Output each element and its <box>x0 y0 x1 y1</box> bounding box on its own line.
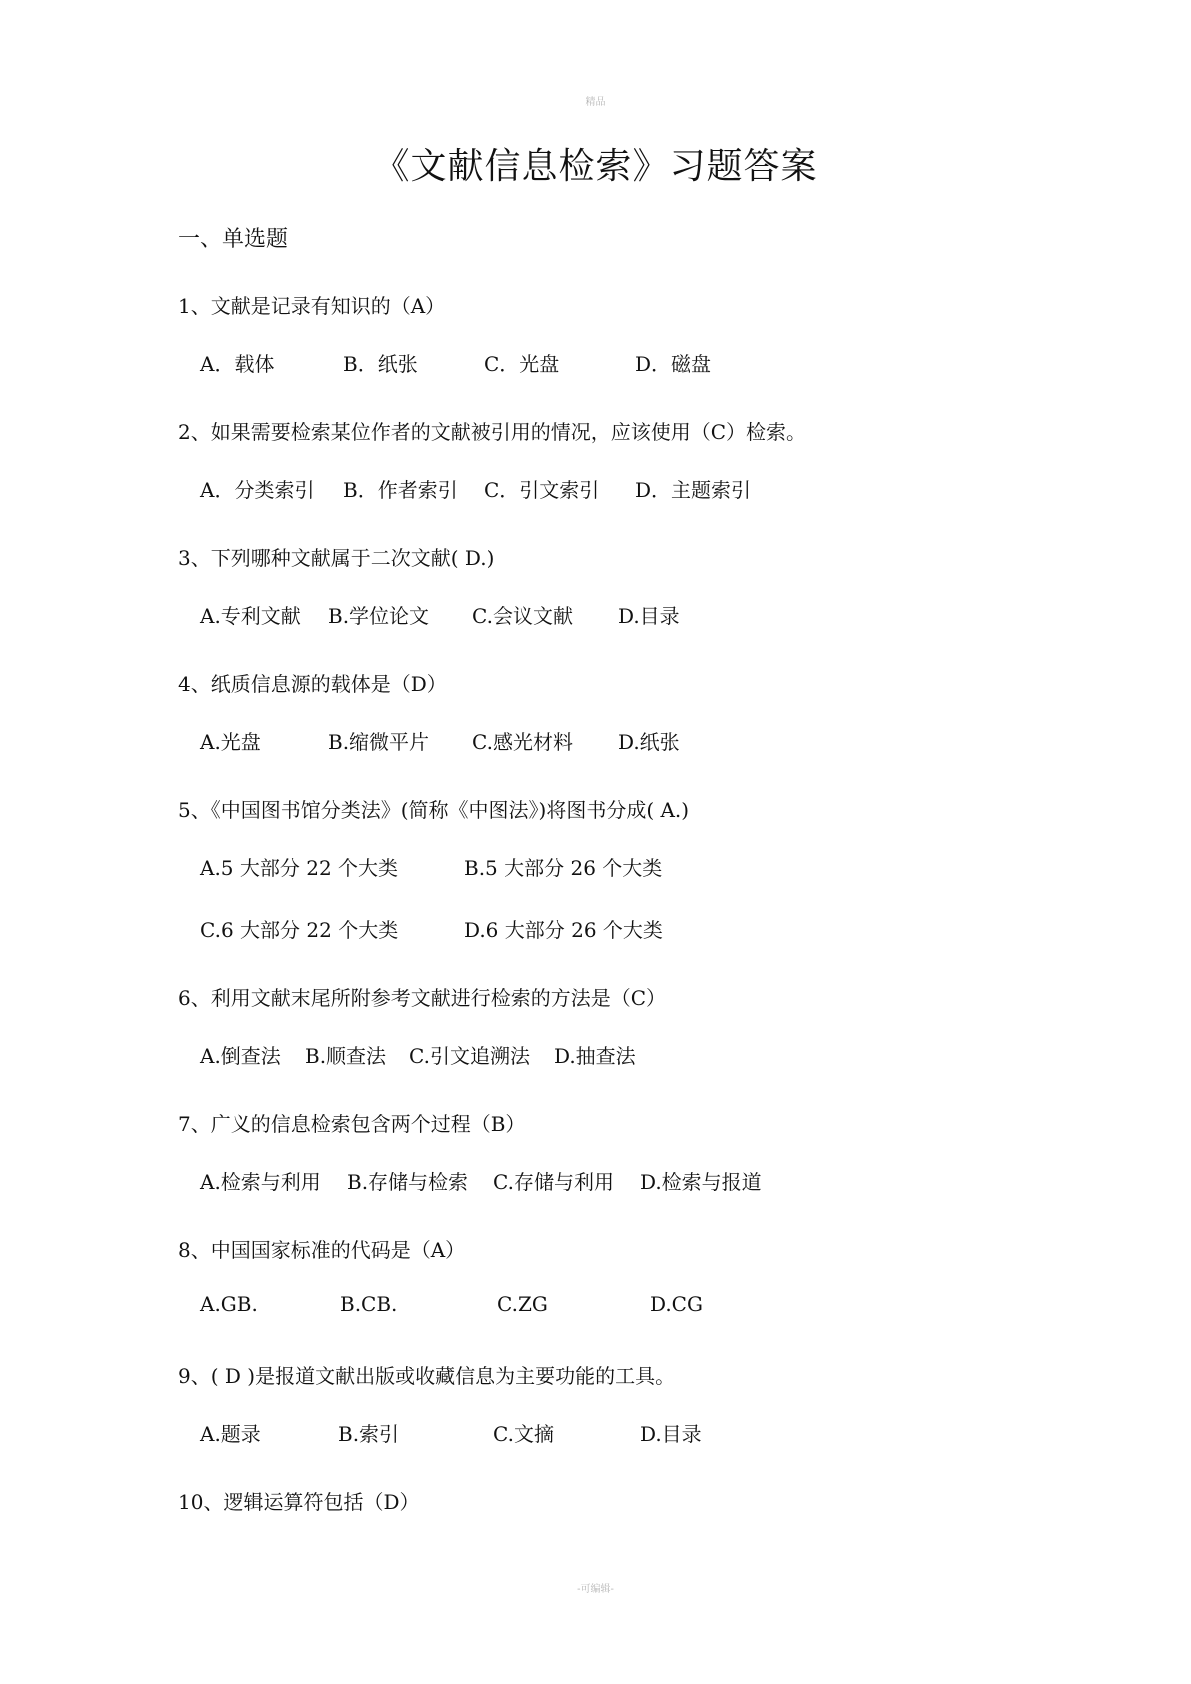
question-3: 3、下列哪种文献属于二次文献( D.) <box>178 546 495 570</box>
option-c: C.引文追溯法 <box>409 1044 530 1068</box>
question-8: 8、中国国家标准的代码是（A） <box>178 1238 466 1262</box>
question-5: 5、《中国图书馆分类法》(简称《中图法》)将图书分成( A.) <box>178 798 690 822</box>
option-d: D.抽查法 <box>554 1044 636 1068</box>
option-d: D.目录 <box>618 604 680 628</box>
option-d: D.检索与报道 <box>640 1170 762 1194</box>
option-c: C.6 大部分 22 个大类 <box>200 918 399 942</box>
question-6: 6、利用文献末尾所附参考文献进行检索的方法是（C） <box>178 986 667 1010</box>
option-b: B.索引 <box>338 1422 400 1446</box>
option-b: B.5 大部分 26 个大类 <box>464 856 663 880</box>
option-a: A.倒查法 <box>200 1044 281 1068</box>
question-10: 10、逻辑运算符包括（D） <box>178 1490 420 1514</box>
option-c: C.会议文献 <box>472 604 573 628</box>
option-a: A.5 大部分 22 个大类 <box>200 856 399 880</box>
option-c: C.感光材料 <box>472 730 573 754</box>
option-c: C.存储与利用 <box>493 1170 614 1194</box>
option-d: D.纸张 <box>618 730 680 754</box>
question-9: 9、( D )是报道文献出版或收藏信息为主要功能的工具。 <box>178 1364 676 1388</box>
option-a: A．分类索引 <box>200 478 315 502</box>
option-a: A.题录 <box>200 1422 261 1446</box>
section-heading: 一、单选题 <box>178 227 289 252</box>
document-title: 《文献信息检索》习题答案 <box>373 146 818 187</box>
option-d: D.CG <box>650 1292 703 1316</box>
option-c: C.文摘 <box>493 1422 554 1446</box>
question-2: 2、如果需要检索某位作者的文献被引用的情况，应该使用（C）检索。 <box>178 420 807 444</box>
option-a: A．载体 <box>200 352 275 376</box>
question-4: 4、纸质信息源的载体是（D） <box>178 672 447 696</box>
option-c: C.ZG <box>497 1292 548 1316</box>
option-b: B．作者索引 <box>343 478 458 502</box>
option-c: C．引文索引 <box>484 478 600 502</box>
option-b: B．纸张 <box>343 352 418 376</box>
option-b: B.学位论文 <box>328 604 430 628</box>
option-d: D.6 大部分 26 个大类 <box>464 918 663 942</box>
option-b: B.缩微平片 <box>328 730 430 754</box>
option-c: C．光盘 <box>484 352 560 376</box>
option-d: D.目录 <box>640 1422 702 1446</box>
option-a: A.专利文献 <box>200 604 301 628</box>
option-d: D．主题索引 <box>635 478 752 502</box>
option-a: A.检索与利用 <box>200 1170 321 1194</box>
question-1: 1、文献是记录有知识的（A） <box>178 294 446 318</box>
option-a: A.GB. <box>200 1292 258 1316</box>
page-header: 精品 <box>585 97 606 108</box>
option-b: B.存储与检索 <box>347 1170 469 1194</box>
option-d: D．磁盘 <box>635 352 712 376</box>
option-b: B.CB. <box>340 1292 398 1316</box>
option-a: A.光盘 <box>200 730 261 754</box>
page-footer: -可编辑- <box>577 1584 614 1595</box>
question-7: 7、广义的信息检索包含两个过程（B） <box>178 1112 526 1136</box>
option-b: B.顺查法 <box>305 1044 387 1068</box>
